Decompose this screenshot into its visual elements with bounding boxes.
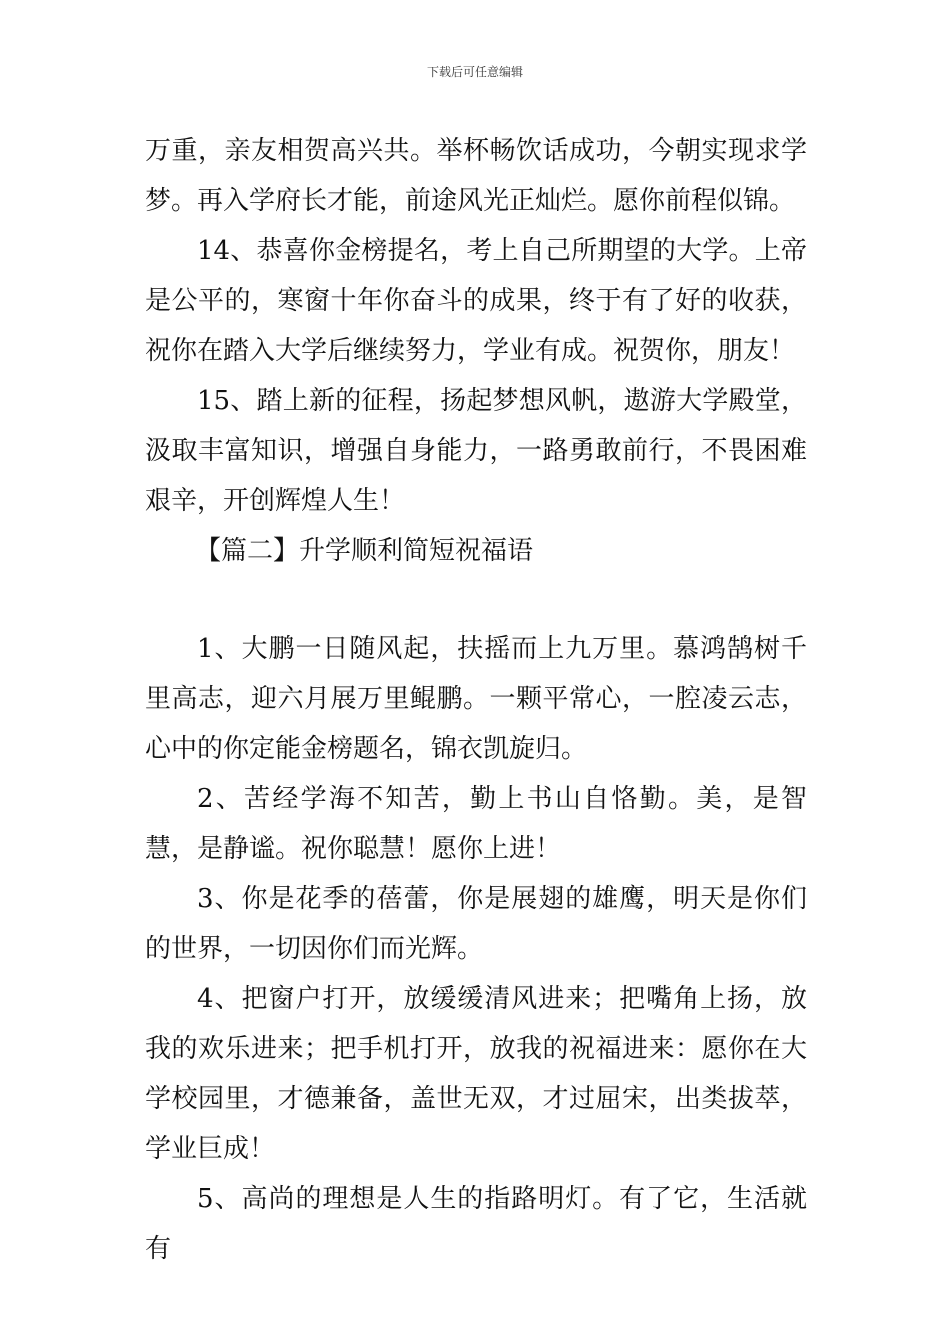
paragraph: 3、你是花季的蓓蕾，你是展翅的雄鹰，明天是你们的世界，一切因你们而光辉。 [145, 884, 807, 964]
page-header: 下载后可任意编辑 [426, 65, 523, 79]
document-body [145, 126, 807, 1274]
paragraph: 2、苦经学海不知苦，勤上书山自恪勤。美，是智慧，是静谧。祝你聪慧！愿你上进！ [145, 784, 807, 864]
paragraph: 1、大鹏一日随风起，扶摇而上九万里。慕鸿鹄树千里高志，迎六月展万里鲲鹏。一颗平常心，一腔凌云志，心中的你定能金榜题名，锦衣凯旋归。 [145, 634, 807, 764]
paragraph: 4、把窗户打开，放缓缓清风进来；把嘴角上扬，放我的欢乐进来；把手机打开，放我的祝福进来：愿你在大学校园里，才德兼备，盖世无双，才过屈宋，出类拔萃，学业巨成！ [145, 984, 807, 1164]
paragraph: 5、高尚的理想是人生的指路明灯。有了它，生活就有 [145, 1184, 807, 1264]
paragraph: 15、踏上新的征程，扬起梦想风帆，遨游大学殿堂，汲取丰富知识，增强自身能力，一路勇敢前行，不畏困难艰辛，开创辉煌人生！ [145, 386, 807, 516]
section-heading: 【篇二】升学顺利简短祝福语 [195, 536, 534, 566]
paragraph: 14、恭喜你金榜提名，考上自己所期望的大学。上帝是公平的，寒窗十年你奋斗的成果，终于有了好的收获，祝你在踏入大学后继续努力，学业有成。祝贺你，朋友！ [145, 236, 807, 366]
paragraph: 万重，亲友相贺高兴共。举杯畅饮话成功，今朝实现求学梦。再入学府长才能，前途风光正灿烂。愿你前程似锦。 [145, 136, 807, 216]
blank-line [145, 576, 807, 624]
